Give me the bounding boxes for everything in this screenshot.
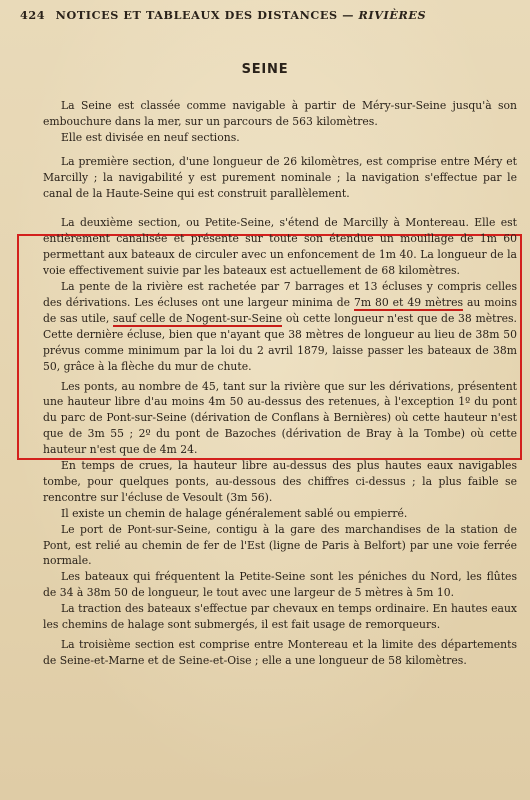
paragraph: La deuxième section, ou Petite-Seine, s'étend de Marcilly à Montereau. Elle est entièrement canalisée et présente sur toute son étendue un mouillage de 1m 60 permettant aux bateaux de circuler avec un enfoncement de 1m 40. La longueur de la voie effectivement suivie par les bateaux est actuellement de 68 kilomètres. xyxy=(43,216,517,278)
paragraph: Elle est divisée en neuf sections. xyxy=(61,130,240,144)
text-run: au moins de sas utile, xyxy=(43,295,518,325)
paragraph-mixed xyxy=(43,279,517,374)
paragraph: La première section, d'une longueur de 26 kilomètres, est comprise entre Méry et Marcilly ; la navigabilité y est purement nominale ; la navigation s'effectue par le canal de la Haute-Seine qui est construit parallèlement. xyxy=(43,154,517,200)
header-section: RIVIÈRES xyxy=(358,8,427,22)
underlined-text: 7m 80 et 49 mètres xyxy=(353,295,464,309)
header-title: NOTICES ET TABLEAUX DES DISTANCES — xyxy=(55,8,355,22)
paragraph: Le port de Pont-sur-Seine, contigu à la gare des marchandises de la station de Pont, est relié au chemin de fer de l'Est (ligne de Paris à Belfort) par une voie ferrée normale. xyxy=(43,522,517,568)
paragraph: Les ponts, au nombre de 45, tant sur la rivière que sur les dérivations, présentent une hauteur libre d'au moins 4m 50 au-dessus des retenues, à l'exception 1º du pont du parc de Pont-sur-Seine (dérivation de Conflans à Bernières) où cette hauteur n'est que de 3m 55 ; 2º du pont de Bazoches (dérivation de Bray à la Tombe) où cette hauteur n'est que de 4m 24. xyxy=(43,379,517,457)
text-run: La pente de la rivière est rachetée par 7 barrages et 13 écluses y compris celles des dérivations. Les écluses ont une largeur minima de xyxy=(43,280,517,309)
underlined-text: sauf celle de Nogent-sur-Seine xyxy=(112,311,283,325)
paragraph: La traction des bateaux s'effectue par chevaux en temps ordinaire. En hautes eaux les chemins de halage sont submergés, il est fait usage de remorqueurs. xyxy=(43,602,517,632)
paragraph: La troisième section est comprise entre Montereau et la limite des départements de Seine-et-Marne et de Seine-et-Oise ; elle a une longueur de 58 kilomètres. xyxy=(43,638,517,667)
text-body xyxy=(43,98,517,669)
paragraph: Les bateaux qui fréquentent la Petite-Seine sont les péniches du Nord, les flûtes de 34 à 38m 50 de longueur, le tout avec une largeur de 5 mètres à 5m 10. xyxy=(43,570,517,600)
running-header xyxy=(20,8,520,22)
chapter-title: SEINE xyxy=(241,62,289,77)
page-number: 424 xyxy=(20,8,46,22)
paragraph: En temps de crues, la hauteur libre au-dessus des plus hautes eaux navigables tombe, pour quelques ponts, au-dessous des chiffres ci-dessus ; la plus faible se rencontre sur l'écluse de Vesoult (3m 56). xyxy=(43,459,517,504)
text-run: où cette longueur n'est que de 38 mètres. Cette dernière écluse, bien que n'ayant que 38 mètres de longueur au lieu de 38m 50 prévus comme minimum par la loi du 2 avril 1879, laisse passer les bateaux de 38m 50, grâce à la flèche du mur de chute. xyxy=(43,311,517,373)
paragraph: La Seine est classée comme navigable à partir de Méry-sur-Seine jusqu'à son embouchure dans la mer, sur un parcours de 563 kilomètres. xyxy=(43,99,517,128)
paragraph: Il existe un chemin de halage généralement sablé ou empierré. xyxy=(61,506,408,520)
